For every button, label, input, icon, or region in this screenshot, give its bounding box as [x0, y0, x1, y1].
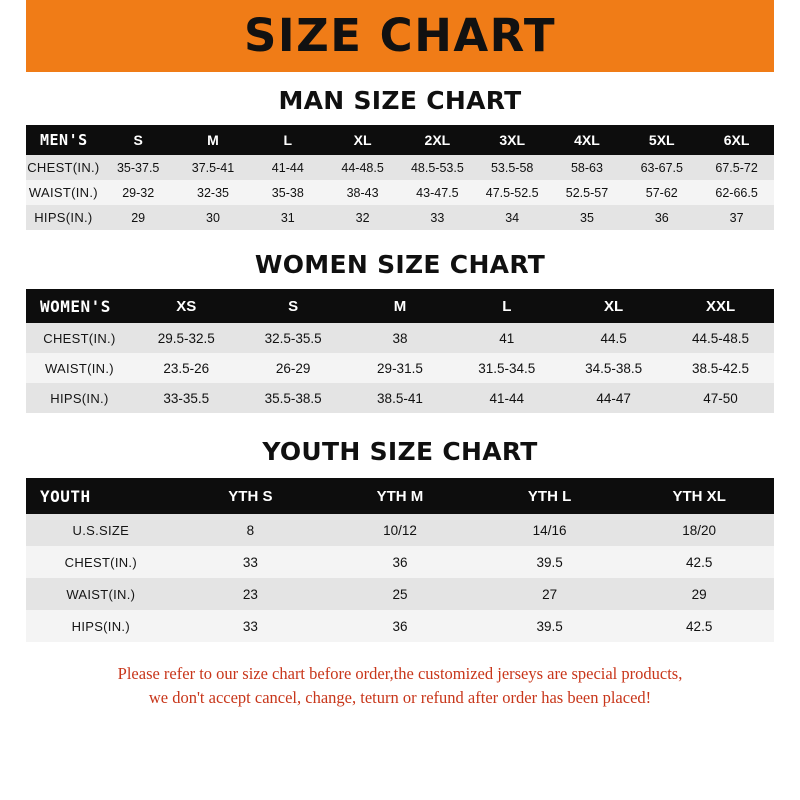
table-header-row	[26, 125, 774, 155]
youth-waist-s: 23	[242, 586, 258, 602]
man-hips-6xl: 37	[729, 210, 744, 225]
man-waist-s: 29-32	[122, 185, 155, 200]
women-chest-s: 32.5-35.5	[264, 330, 322, 346]
header-left-margin	[0, 0, 26, 72]
table-row	[26, 353, 774, 383]
youth-hips-l: 39.5	[536, 618, 563, 634]
man-hips-5xl: 36	[654, 210, 669, 225]
women-header-l: L	[502, 297, 512, 315]
women-row-chest-label: CHEST(IN.)	[43, 330, 116, 346]
man-chest-3xl: 53.5-58	[490, 160, 534, 175]
chart-content	[0, 86, 800, 710]
table-row	[26, 155, 774, 180]
women-chest-xl: 44.5	[600, 330, 627, 346]
youth-hips-s: 33	[242, 618, 258, 634]
women-waist-m: 29-31.5	[377, 360, 423, 376]
youth-chest-m: 36	[392, 554, 408, 570]
man-hips-s: 29	[131, 210, 146, 225]
man-chest-xl: 44-48.5	[341, 160, 384, 175]
women-row-waist-label: WAIST(IN.)	[44, 360, 114, 376]
women-hips-xs: 33-35.5	[163, 390, 210, 406]
man-header-l: L	[283, 132, 293, 148]
man-row-chest-label: CHEST(IN.)	[27, 160, 100, 175]
women-hips-s: 35.5-38.5	[264, 390, 322, 406]
man-chest-4xl: 58-63	[570, 160, 603, 175]
youth-chest-l: 39.5	[536, 554, 563, 570]
women-chest-xxl: 44.5-48.5	[692, 330, 750, 346]
women-waist-xs: 23.5-26	[163, 360, 210, 376]
man-table-body	[26, 155, 774, 230]
youth-ussize-s: 8	[246, 522, 255, 538]
youth-row-waist-label: WAIST(IN.)	[66, 586, 136, 602]
man-header-label: MEN'S	[40, 131, 88, 149]
man-header-5xl: 5XL	[648, 132, 675, 148]
women-hips-l: 41-44	[489, 390, 525, 406]
women-header-s: S	[288, 297, 299, 315]
man-row-hips-label: HIPS(IN.)	[34, 210, 93, 225]
man-waist-6xl: 62-66.5	[715, 185, 758, 200]
man-hips-4xl: 35	[580, 210, 594, 225]
youth-row-chest-label: CHEST(IN.)	[64, 554, 137, 570]
women-row-hips-label: HIPS(IN.)	[50, 390, 109, 406]
man-chest-2xl: 48.5-53.5	[410, 160, 464, 175]
youth-row-hips-label: HIPS(IN.)	[71, 618, 130, 634]
women-chest-m: 38	[392, 330, 408, 346]
man-header-xl: XL	[353, 132, 372, 148]
women-section-title: WOMEN SIZE CHART	[254, 250, 546, 279]
youth-header-label: YOUTH	[40, 486, 91, 506]
man-chest-6xl: 67.5-72	[715, 160, 758, 175]
youth-ussize-xl: 18/20	[682, 522, 717, 538]
women-waist-s: 26-29	[275, 360, 311, 376]
man-header-2xl: 2XL	[424, 132, 451, 148]
man-header-m: M	[207, 132, 219, 148]
youth-header-s: YTH S	[228, 487, 273, 505]
youth-waist-xl: 29	[691, 586, 707, 602]
footer-line-1: Please refer to our size chart before order,the customized jerseys are special products,	[117, 664, 683, 683]
table-row	[26, 578, 774, 610]
man-hips-m: 30	[206, 210, 220, 225]
youth-table-body	[26, 514, 774, 642]
man-hips-xl: 32	[355, 210, 370, 225]
man-header-3xl: 3XL	[499, 132, 526, 148]
youth-header-xl: YTH XL	[672, 487, 726, 505]
man-waist-xl: 38-43	[346, 185, 379, 200]
header-right-margin	[774, 0, 800, 72]
man-chest-l: 41-44	[271, 160, 304, 175]
man-header-4xl: 4XL	[574, 132, 600, 148]
man-waist-2xl: 43-47.5	[416, 185, 459, 200]
women-header-xl: XL	[604, 297, 624, 315]
man-waist-m: 32-35	[197, 185, 229, 200]
man-waist-4xl: 52.5-57	[565, 185, 609, 200]
man-chest-5xl: 63-67.5	[640, 160, 683, 175]
women-header-xs: XS	[176, 297, 197, 315]
man-chest-m: 37.5-41	[191, 160, 235, 175]
youth-hips-xl: 42.5	[686, 618, 713, 634]
table-row	[26, 180, 774, 205]
man-header-6xl: 6XL	[723, 132, 750, 148]
table-row	[26, 323, 774, 353]
youth-waist-m: 25	[392, 586, 408, 602]
women-hips-m: 38.5-41	[377, 390, 423, 406]
man-waist-3xl: 47.5-52.5	[485, 185, 539, 200]
table-row	[26, 383, 774, 413]
youth-hips-m: 36	[392, 618, 408, 634]
women-size-table	[26, 289, 774, 413]
youth-size-table	[26, 478, 774, 642]
women-header-label: WOMEN'S	[40, 296, 111, 316]
footer-disclaimer	[26, 662, 774, 710]
man-table-header	[26, 125, 774, 155]
women-chest-xs: 29.5-32.5	[157, 330, 215, 346]
women-waist-xl: 34.5-38.5	[585, 360, 643, 376]
youth-waist-l: 27	[542, 586, 558, 602]
youth-ussize-l: 14/16	[532, 522, 567, 538]
man-section-title: MAN SIZE CHART	[278, 86, 522, 115]
table-header-row	[26, 289, 774, 323]
women-hips-xxl: 47-50	[703, 390, 738, 406]
table-row	[26, 514, 774, 546]
man-hips-3xl: 34	[505, 210, 520, 225]
man-hips-l: 31	[280, 210, 295, 225]
women-header-xxl: XXL	[705, 297, 736, 315]
man-waist-5xl: 57-62	[645, 185, 678, 200]
page-title: SIZE CHART	[243, 9, 557, 62]
women-table-body	[26, 323, 774, 413]
youth-section-title: YOUTH SIZE CHART	[262, 437, 538, 466]
women-hips-xl: 44-47	[596, 390, 631, 406]
youth-ussize-m: 10/12	[383, 522, 417, 538]
man-hips-2xl: 33	[430, 210, 445, 225]
youth-chest-xl: 42.5	[686, 554, 713, 570]
women-chest-l: 41	[499, 330, 515, 346]
table-row	[26, 205, 774, 230]
man-row-waist-label: WAIST(IN.)	[28, 185, 98, 200]
man-chest-s: 35-37.5	[116, 160, 160, 175]
table-row	[26, 546, 774, 578]
youth-header-l: YTH L	[527, 487, 572, 505]
women-table-header	[26, 289, 774, 323]
header-banner	[0, 0, 800, 72]
man-waist-l: 35-38	[271, 185, 304, 200]
youth-table-header	[26, 478, 774, 514]
women-waist-l: 31.5-34.5	[478, 360, 536, 376]
youth-chest-s: 33	[242, 554, 258, 570]
footer-line-2: we don't accept cancel, change, teturn or refund after order has been placed!	[148, 687, 652, 707]
table-header-row	[26, 478, 774, 514]
youth-row-ussize-label: U.S.SIZE	[72, 522, 130, 538]
women-waist-xxl: 38.5-42.5	[692, 360, 750, 376]
man-size-table	[26, 125, 774, 230]
man-header-s: S	[133, 132, 143, 148]
women-header-m: M	[393, 297, 407, 315]
table-row	[26, 610, 774, 642]
youth-header-m: YTH M	[376, 487, 424, 505]
